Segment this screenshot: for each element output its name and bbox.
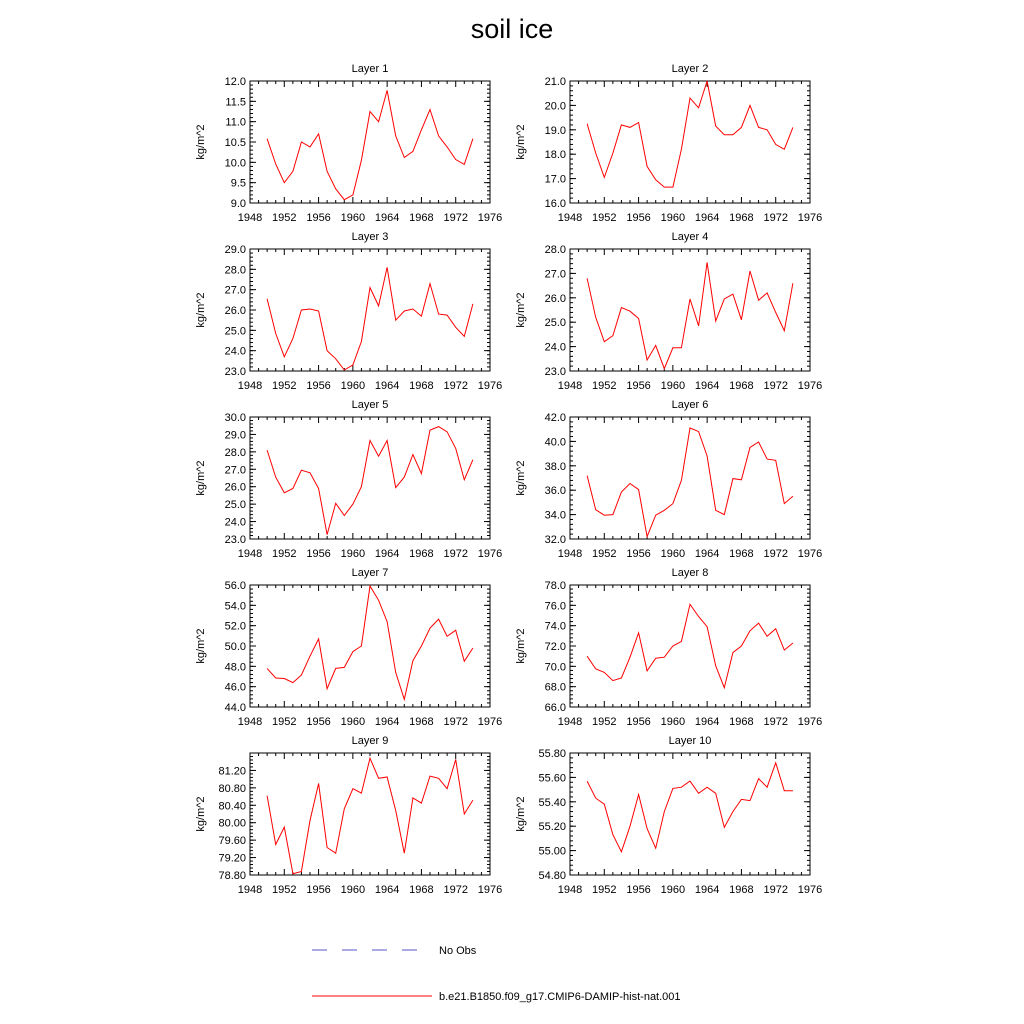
y-tick-label: 19.0 — [544, 124, 566, 137]
panel-layer-5 — [195, 399, 502, 560]
y-tick-label: 55.80 — [538, 748, 566, 760]
y-tick-label: 25.0 — [224, 499, 246, 512]
x-tick-label: 1948 — [237, 212, 263, 224]
y-tick-label: 36.0 — [544, 485, 566, 498]
y-tick-label: 78.80 — [218, 870, 246, 882]
x-tick-label: 1976 — [477, 380, 503, 392]
x-tick-label: 1960 — [340, 884, 366, 896]
y-tick-label: 38.0 — [544, 460, 566, 473]
y-tick-label: 80.40 — [218, 800, 246, 813]
x-tick-label: 1972 — [443, 380, 468, 392]
x-tick-label: 1960 — [340, 548, 366, 560]
x-tick-label: 1976 — [477, 716, 503, 728]
y-tick-label: 80.80 — [218, 782, 246, 795]
x-tick-label: 1964 — [374, 380, 400, 392]
series-line-layer-7 — [267, 586, 473, 699]
y-tick-label: 44.0 — [224, 702, 246, 714]
y-tick-label: 32.0 — [544, 534, 566, 546]
y-tick-label: 79.20 — [218, 852, 246, 865]
y-tick-label: 66.0 — [544, 702, 566, 714]
x-tick-label: 1976 — [797, 380, 823, 392]
y-tick-label: 29.0 — [224, 244, 246, 256]
y-tick-label: 24.0 — [544, 341, 566, 354]
x-tick-label: 1972 — [763, 548, 788, 560]
plot-frame — [570, 753, 810, 875]
x-tick-label: 1972 — [443, 884, 468, 896]
y-tick-label: 9.0 — [230, 198, 246, 210]
y-tick-label: 23.0 — [224, 366, 246, 378]
y-tick-label: 26.0 — [224, 481, 246, 494]
y-tick-label: 55.20 — [538, 821, 566, 834]
plot-frame — [250, 585, 490, 707]
x-tick-label: 1976 — [477, 212, 503, 224]
y-axis-label: kg/m^2 — [515, 124, 527, 160]
y-tick-label: 78.0 — [544, 580, 566, 592]
y-tick-label: 20.0 — [544, 100, 566, 113]
series-line-layer-4 — [587, 262, 793, 368]
y-axis-label: kg/m^2 — [195, 124, 207, 160]
y-tick-label: 80.00 — [218, 817, 246, 830]
y-tick-label: 28.0 — [224, 446, 246, 459]
y-tick-label: 52.0 — [224, 620, 246, 633]
x-tick-label: 1964 — [694, 716, 720, 728]
panel-title: Layer 1 — [351, 63, 389, 75]
panel-layer-6 — [515, 399, 822, 560]
x-tick-label: 1956 — [626, 884, 651, 896]
panel-layer-3 — [195, 231, 502, 392]
plot-frame — [570, 417, 810, 539]
y-tick-label: 72.0 — [544, 641, 566, 653]
y-tick-label: 70.0 — [544, 661, 566, 674]
x-tick-label: 1948 — [557, 380, 583, 392]
y-tick-label: 27.0 — [544, 268, 566, 281]
series-line-layer-9 — [267, 758, 473, 874]
x-tick-label: 1968 — [729, 548, 754, 560]
x-tick-label: 1972 — [443, 548, 468, 560]
y-tick-label: 21.0 — [544, 76, 566, 88]
y-tick-label: 56.0 — [224, 580, 246, 592]
x-tick-label: 1960 — [660, 380, 686, 392]
x-tick-label: 1956 — [626, 212, 651, 224]
x-tick-label: 1948 — [557, 716, 583, 728]
x-tick-label: 1952 — [592, 548, 617, 560]
x-tick-label: 1960 — [660, 548, 686, 560]
y-tick-label: 54.0 — [224, 600, 246, 613]
x-tick-label: 1964 — [374, 548, 400, 560]
y-tick-label: 24.0 — [224, 516, 246, 529]
x-tick-label: 1964 — [694, 212, 720, 224]
x-tick-label: 1972 — [443, 716, 468, 728]
legend-label: b.e21.B1850.f09_g17.CMIP6-DAMIP-hist-nat.001 — [439, 991, 681, 1003]
x-tick-label: 1952 — [592, 212, 617, 224]
y-tick-label: 55.60 — [538, 772, 566, 785]
x-tick-label: 1968 — [729, 884, 754, 896]
x-tick-label: 1964 — [694, 884, 720, 896]
x-tick-label: 1960 — [340, 380, 366, 392]
y-tick-label: 9.5 — [230, 177, 246, 190]
x-tick-label: 1956 — [306, 548, 331, 560]
y-tick-label: 28.0 — [544, 244, 566, 256]
y-tick-label: 28.0 — [224, 264, 246, 277]
y-tick-label: 76.0 — [544, 600, 566, 613]
y-tick-label: 23.0 — [224, 534, 246, 546]
y-tick-label: 74.0 — [544, 620, 566, 633]
y-tick-label: 17.0 — [544, 173, 566, 186]
y-tick-label: 54.80 — [538, 870, 566, 882]
x-tick-label: 1956 — [306, 380, 331, 392]
series-line-layer-6 — [587, 428, 793, 537]
x-tick-label: 1948 — [237, 548, 263, 560]
x-tick-label: 1976 — [477, 884, 503, 896]
plot-frame — [250, 753, 490, 875]
y-tick-label: 25.0 — [544, 317, 566, 330]
y-axis-label: kg/m^2 — [195, 460, 207, 496]
x-tick-label: 1976 — [797, 548, 823, 560]
x-tick-label: 1948 — [237, 380, 263, 392]
x-tick-label: 1968 — [409, 716, 434, 728]
panel-title: Layer 6 — [671, 399, 709, 411]
x-tick-label: 1956 — [626, 548, 651, 560]
x-tick-label: 1960 — [340, 716, 366, 728]
x-tick-label: 1948 — [237, 884, 263, 896]
panel-title: Layer 10 — [668, 735, 712, 747]
panel-layer-2 — [515, 63, 822, 224]
panel-title: Layer 7 — [351, 567, 389, 579]
y-tick-label: 10.0 — [224, 157, 246, 170]
x-tick-label: 1956 — [306, 716, 331, 728]
x-tick-label: 1956 — [306, 212, 331, 224]
x-tick-label: 1952 — [272, 212, 297, 224]
x-tick-label: 1964 — [694, 548, 720, 560]
y-tick-label: 11.5 — [225, 96, 246, 109]
x-tick-label: 1956 — [306, 884, 331, 896]
x-tick-label: 1964 — [694, 380, 720, 392]
x-tick-label: 1960 — [660, 716, 686, 728]
x-tick-label: 1952 — [592, 884, 617, 896]
x-tick-label: 1948 — [557, 884, 583, 896]
x-tick-label: 1968 — [729, 212, 754, 224]
y-tick-label: 26.0 — [544, 292, 566, 305]
plot-frame — [570, 585, 810, 707]
panel-layer-8 — [515, 567, 822, 728]
x-tick-label: 1964 — [374, 716, 400, 728]
panel-layer-1 — [195, 63, 502, 224]
figure-title: soil ice — [470, 14, 554, 44]
plot-frame — [250, 81, 490, 203]
y-tick-label: 46.0 — [224, 681, 246, 694]
panel-layer-7 — [195, 567, 502, 728]
y-tick-label: 40.0 — [544, 436, 566, 449]
panel-title: Layer 5 — [351, 399, 389, 411]
x-tick-label: 1960 — [660, 884, 686, 896]
y-tick-label: 18.0 — [544, 149, 566, 162]
x-tick-label: 1968 — [409, 884, 434, 896]
series-line-layer-8 — [587, 604, 793, 687]
panel-title: Layer 8 — [671, 567, 709, 579]
panel-title: Layer 3 — [351, 231, 389, 243]
y-axis-label: kg/m^2 — [195, 628, 207, 664]
y-tick-label: 12.0 — [224, 76, 246, 88]
y-axis-label: kg/m^2 — [515, 460, 527, 496]
y-tick-label: 30.0 — [224, 412, 246, 424]
x-tick-label: 1952 — [272, 380, 297, 392]
x-tick-label: 1972 — [763, 380, 788, 392]
panel-title: Layer 9 — [351, 735, 389, 747]
x-tick-label: 1952 — [592, 380, 617, 392]
legend-label: No Obs — [439, 945, 477, 957]
y-tick-label: 26.0 — [224, 305, 246, 317]
y-tick-label: 50.0 — [224, 641, 246, 653]
y-tick-label: 29.0 — [224, 429, 246, 442]
x-tick-label: 1948 — [557, 212, 583, 224]
x-tick-label: 1952 — [272, 548, 297, 560]
x-tick-label: 1976 — [797, 716, 823, 728]
x-tick-label: 1956 — [626, 380, 651, 392]
y-tick-label: 48.0 — [224, 661, 246, 674]
x-tick-label: 1952 — [272, 884, 297, 896]
y-tick-label: 27.0 — [224, 284, 246, 297]
y-tick-label: 68.0 — [544, 681, 566, 694]
x-tick-label: 1976 — [477, 548, 503, 560]
x-tick-label: 1964 — [374, 884, 400, 896]
y-tick-label: 55.00 — [538, 845, 566, 858]
x-tick-label: 1976 — [797, 212, 823, 224]
series-line-layer-3 — [267, 267, 473, 370]
x-tick-label: 1976 — [797, 884, 823, 896]
x-tick-label: 1968 — [729, 380, 754, 392]
x-tick-label: 1968 — [409, 380, 434, 392]
x-tick-label: 1952 — [272, 716, 297, 728]
x-tick-label: 1956 — [626, 716, 651, 728]
y-axis-label: kg/m^2 — [195, 796, 207, 832]
y-tick-label: 55.40 — [538, 796, 566, 809]
x-tick-label: 1948 — [237, 716, 263, 728]
series-line-layer-2 — [587, 81, 793, 187]
y-tick-label: 42.0 — [544, 412, 566, 424]
y-axis-label: kg/m^2 — [515, 292, 527, 328]
x-tick-label: 1972 — [763, 884, 788, 896]
y-tick-label: 34.0 — [544, 509, 566, 522]
y-tick-label: 25.0 — [224, 325, 246, 338]
x-tick-label: 1968 — [409, 548, 434, 560]
x-tick-label: 1972 — [443, 212, 468, 224]
series-line-layer-1 — [267, 90, 473, 199]
panel-title: Layer 2 — [671, 63, 709, 75]
x-tick-label: 1960 — [340, 212, 366, 224]
y-axis-label: kg/m^2 — [515, 796, 527, 832]
panel-layer-10 — [515, 735, 822, 896]
y-axis-label: kg/m^2 — [195, 292, 207, 328]
panel-layer-4 — [515, 231, 822, 392]
plot-frame — [250, 417, 490, 539]
x-tick-label: 1972 — [763, 716, 788, 728]
y-axis-label: kg/m^2 — [515, 628, 527, 664]
x-tick-label: 1968 — [729, 716, 754, 728]
panel-layer-9 — [195, 735, 502, 896]
y-tick-label: 11.0 — [225, 116, 246, 129]
plot-frame — [570, 249, 810, 371]
y-tick-label: 81.20 — [218, 765, 246, 778]
x-tick-label: 1948 — [557, 548, 583, 560]
y-tick-label: 16.0 — [544, 198, 566, 210]
y-tick-label: 79.60 — [218, 835, 246, 848]
x-tick-label: 1960 — [660, 212, 686, 224]
y-tick-label: 10.5 — [224, 137, 246, 149]
x-tick-label: 1968 — [409, 212, 434, 224]
x-tick-label: 1964 — [374, 212, 400, 224]
y-tick-label: 24.0 — [224, 345, 246, 358]
y-tick-label: 27.0 — [224, 464, 246, 477]
x-tick-label: 1952 — [592, 716, 617, 728]
y-tick-label: 23.0 — [544, 366, 566, 378]
panel-title: Layer 4 — [671, 231, 709, 243]
series-line-layer-10 — [587, 763, 793, 852]
series-line-layer-5 — [267, 427, 473, 535]
x-tick-label: 1972 — [763, 212, 788, 224]
